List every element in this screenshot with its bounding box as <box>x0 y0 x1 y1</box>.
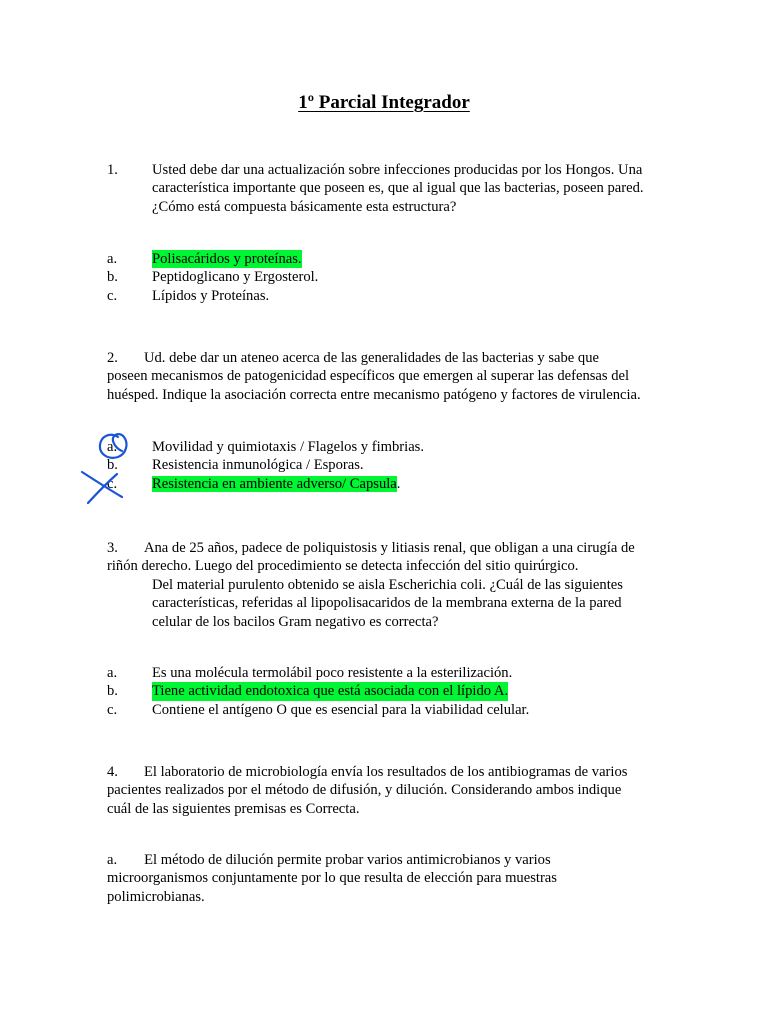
question-1 <box>107 161 662 216</box>
question-text-line: riñón derecho. Luego del procedimiento se detecta infección del sitio quirúrgico. <box>107 558 579 575</box>
option-a[interactable] <box>107 438 662 456</box>
option-text: Es una molécula termolábil poco resistente a la esterilización. <box>152 665 513 681</box>
option-letter: a. <box>107 665 118 681</box>
question-text-line: Del material purulento obtenido se aisla Escherichia coli. ¿Cuál de las siguientes <box>152 576 623 593</box>
option-text-line: microorganismos conjuntamente por lo que resulta de elección para muestras <box>107 870 557 887</box>
option-text: Lípidos y Proteínas. <box>152 287 270 304</box>
question-text-line: huésped. Indique la asociación correcta entre mecanismo patógeno y factores de virulencia. <box>107 386 641 403</box>
question-text-line: Ud. debe dar un ateneo acerca de las generalidades de las bacterias y sabe que <box>143 350 599 366</box>
question-text-line: pacientes realizados por el método de difusión, y dilución. Considerando ambos indique <box>107 782 622 799</box>
option-letter: a. <box>107 439 118 455</box>
question-text-line: característica importante que poseen es, que al igual que las bacterias, poseen pared. <box>152 180 644 197</box>
question-4-option-a[interactable] <box>107 851 662 906</box>
option-text-highlighted: Resistencia en ambiente adverso/ Capsula <box>152 475 397 492</box>
option-text-tail: . <box>396 475 401 492</box>
question-text-line: Usted debe dar una actualización sobre infecciones producidas por los Hongos. Una <box>152 162 643 178</box>
option-letter: c. <box>107 287 118 304</box>
option-c[interactable] <box>107 287 662 305</box>
option-text-line: El método de dilución permite probar varios antimicrobianos y varios <box>144 852 551 868</box>
question-text-line: El laboratorio de microbiología envía los resultados de los antibiogramas de varios <box>143 764 628 780</box>
option-letter: b. <box>107 683 118 700</box>
question-3-options <box>107 664 662 719</box>
question-number: 4. <box>107 764 118 780</box>
option-letter: a. <box>107 852 118 868</box>
question-text-line: ¿Cómo está compuesta básicamente esta estructura? <box>152 198 457 215</box>
option-letter: c. <box>107 475 118 492</box>
question-number: 1. <box>107 162 118 178</box>
option-b[interactable] <box>107 456 662 474</box>
page-title: 1º Parcial Integrador <box>298 92 470 113</box>
option-letter: c. <box>107 701 118 718</box>
question-text-line: poseen mecanismos de patogenicidad específicos que emergen al superar las defensas del <box>107 368 630 385</box>
question-2-options <box>107 438 662 493</box>
option-text: Peptidoglicano y Ergosterol. <box>152 269 319 286</box>
option-a[interactable] <box>107 664 662 682</box>
question-number: 3. <box>107 540 118 556</box>
question-text-line: celular de los bacilos Gram negativo es correcta? <box>152 613 439 630</box>
option-c[interactable] <box>107 701 662 719</box>
option-text: Contiene el antígeno O que es esencial para la viabilidad celular. <box>152 701 530 718</box>
option-letter: b. <box>107 457 118 474</box>
option-b[interactable] <box>107 682 662 700</box>
option-text-line: polimicrobianas. <box>107 888 205 905</box>
option-c[interactable] <box>107 475 662 493</box>
question-text-line: características, referidas al lipopolisacaridos de la membrana externa de la pared <box>152 595 622 612</box>
option-letter: b. <box>107 269 118 286</box>
option-a[interactable] <box>107 250 662 268</box>
option-text: Movilidad y quimiotaxis / Flagelos y fimbrias. <box>152 439 424 455</box>
question-3 <box>107 539 662 631</box>
option-text-highlighted: Polisacáridos y proteínas. <box>152 251 302 267</box>
option-letter: a. <box>107 251 118 267</box>
question-number: 2. <box>107 350 118 366</box>
question-text-line: Ana de 25 años, padece de poliquistosis y litiasis renal, que obligan a una cirugía de <box>143 540 635 556</box>
question-1-options <box>107 250 662 305</box>
question-4 <box>107 763 662 818</box>
option-text-highlighted: Tiene actividad endotoxica que está asociada con el lípido A. <box>152 683 509 700</box>
option-text: Resistencia inmunológica / Esporas. <box>152 457 364 474</box>
option-b[interactable] <box>107 268 662 286</box>
question-2 <box>107 349 662 404</box>
question-text-line: cuál de las siguientes premisas es Correcta. <box>107 800 360 817</box>
